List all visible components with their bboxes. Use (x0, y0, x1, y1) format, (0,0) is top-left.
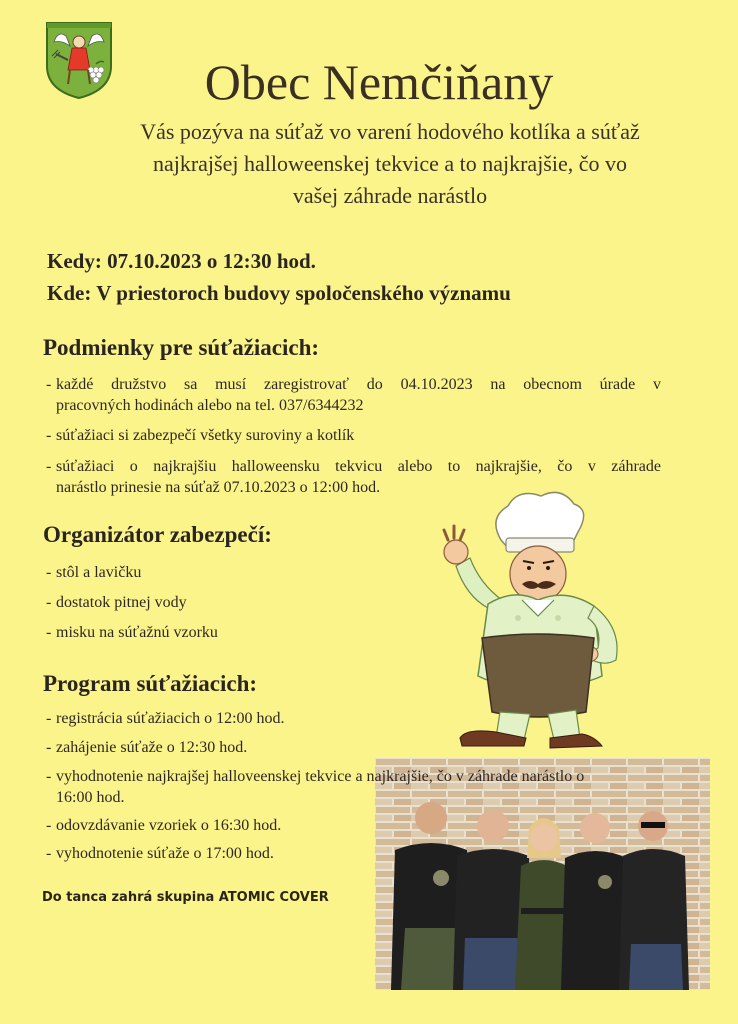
list-item-line: 16:00 hod. (56, 789, 125, 806)
bullet-dash: - (46, 624, 52, 641)
chef-illustration (426, 488, 626, 756)
list-item-line: vyhodnotenie najkrajšej halloveenskej tekvice a najkrajšie, čo v záhrade narástlo o (56, 768, 585, 785)
list-item-line: každé družstvo sa musí zaregistrovať do 04.10.2023 na obecnom úrade v (56, 376, 661, 393)
bullet-dash: - (46, 594, 52, 611)
bullet-dash: - (46, 458, 52, 475)
bullet-dash: - (46, 376, 52, 393)
bullet-dash: - (46, 845, 52, 862)
page-title: Obec Nemčiňany (204, 54, 554, 110)
list-item (46, 425, 661, 446)
list-item (46, 766, 696, 808)
event-location: Kde: V priestoroch budovy spoločenského významu (47, 281, 511, 305)
invitation-text (40, 116, 738, 212)
list-item-text: stôl a lavičku (56, 564, 142, 581)
conditions-heading: Podmienky pre súťažiacich: (43, 335, 320, 360)
list-item (46, 843, 274, 864)
list-item (46, 815, 282, 836)
list-item-line: súťažiaci si zabezpečí všetky suroviny a kotlík (56, 427, 355, 444)
list-item-text: vyhodnotenie súťaže o 17:00 hod. (56, 845, 274, 862)
list-item (46, 737, 248, 758)
list-item-text: odovzdávanie vzoriek o 16:30 hod. (56, 817, 282, 834)
event-date: Kedy: 07.10.2023 o 12:30 hod. (47, 249, 316, 273)
list-item-text: zahájenie súťaže o 12:30 hod. (56, 739, 248, 756)
list-item (46, 374, 661, 416)
list-item-text: registrácia súťažiacich o 12:00 hod. (56, 710, 285, 727)
list-item (46, 562, 142, 583)
list-item-text: dostatok pitnej vody (56, 594, 187, 611)
list-item-line: narástlo prinesie na súťaž 07.10.2023 o 12:00 hod. (56, 479, 381, 496)
list-item-line: súťažiaci o najkrajšiu halloweensku tekvicu alebo to najkrajšie, čo v záhrade (56, 458, 661, 475)
bullet-dash: - (46, 768, 52, 785)
invitation-line: Vás pozýva na súťaž vo varení hodového kotlíka a súťaž (140, 119, 640, 144)
list-item-line: pracovných hodinách alebo na tel. 037/6344232 (56, 397, 364, 414)
list-item-text: misku na súťažnú vzorku (56, 624, 218, 641)
organizer-heading: Organizátor zabezpečí: (43, 522, 272, 547)
band-announcement: Do tanca zahrá skupina ATOMIC COVER (42, 890, 329, 905)
bullet-dash: - (46, 817, 52, 834)
program-heading: Program súťažiacich: (43, 671, 258, 696)
list-item (46, 708, 285, 729)
list-item (46, 592, 187, 613)
bullet-dash: - (46, 427, 52, 444)
list-item (46, 622, 218, 643)
invitation-line: najkrajšej halloweenskej tekvice a to najkrajšie, čo vo (152, 151, 628, 176)
bullet-dash: - (46, 739, 52, 756)
bullet-dash: - (46, 564, 52, 581)
invitation-line: vašej záhrade narástlo (292, 183, 488, 208)
bullet-dash: - (46, 710, 52, 727)
